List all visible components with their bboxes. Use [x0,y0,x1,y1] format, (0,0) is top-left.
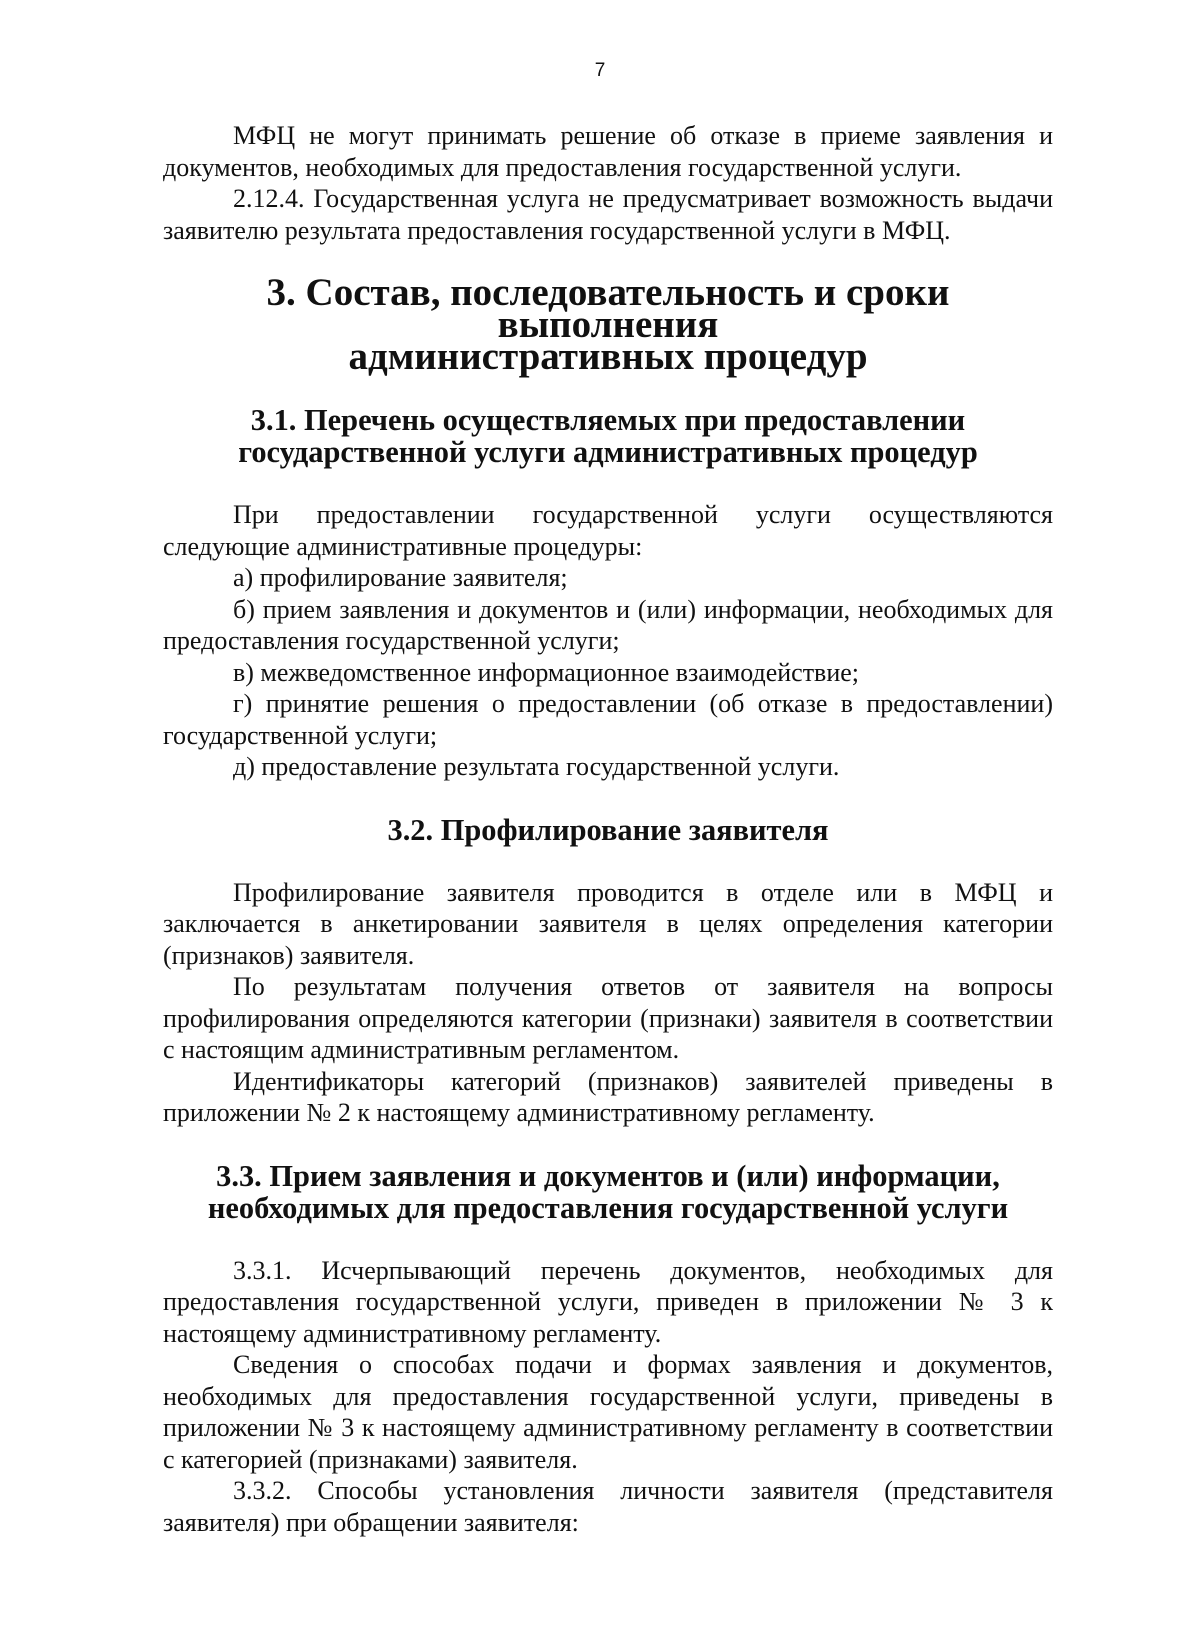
heading-section-3-2 [163,814,1053,846]
paragraph-profiling-results: По результатам получения ответов от заявителя на вопросы профилирования определяются категории (признаки) заявителя в соответствии с настоящим административным регламентом. [163,972,1053,1064]
document-body [163,120,1053,1538]
paragraph-category-identifiers: Идентификаторы категорий (признаков) заявителей приведены в приложении № 2 к настоящему административному регламенту. [163,1066,1053,1127]
page-number: 7 [594,60,606,81]
list-item-g: г) принятие решения о предоставлении (об отказе в предоставлении) государственной услуги; [163,689,1053,750]
list-item-b: б) прием заявления и документов и (или) информации, необходимых для предоставления государственной услуги; [163,594,1053,655]
heading-section-3-line-1: 3. Состав, последовательность и сроки выполнения [266,271,950,346]
paragraph-2-12-4: 2.12.4. Государственная услуга не предусматривает возможность выдачи заявителю результата предоставления государственной услуги в МФЦ. [163,184,1053,245]
heading-section-3-1 [163,404,1053,468]
paragraph-3-3-2: 3.3.2. Способы установления личности заявителя (представителя заявителя) при обращении заявителя: [163,1476,1053,1537]
list-item-a: а) профилирование заявителя; [233,563,568,592]
heading-section-3-1-line-2: государственной услуги административных процедур [238,435,978,469]
heading-section-3-3 [163,1160,1053,1224]
list-item-v: в) межведомственное информационное взаимодействие; [233,657,860,687]
heading-section-3-3-line-1: 3.3. Прием заявления и документов и (или) информации, [216,1158,1000,1193]
list-item-d: д) предоставление результата государственной услуги. [233,752,840,781]
heading-section-3-1-line-1: 3.1. Перечень осуществляемых при предоставлении [250,403,966,437]
heading-section-3 [163,271,1053,378]
paragraph-mfc-refusal: МФЦ не могут принимать решение об отказе в приеме заявления и документов, необходимых для предоставления государственной услуги. [163,121,1053,182]
heading-section-3-3-line-2: необходимых для предоставления государственной услуги [207,1190,1009,1225]
paragraph-submission-methods: Сведения о способах подачи и формах заявления и документов, необходимых для предоставления государственной услуги, приведены в приложении № 3 к настоящему административному регламенту в соответствии с категорией (признаками) заявителя. [163,1350,1053,1474]
paragraph-profiling-description: Профилирование заявителя проводится в отделе или в МФЦ и заключается в анкетировании заявителя в целях определения категории (признаков) заявителя. [163,877,1053,970]
paragraph-3-3-1: 3.3.1. Исчерпывающий перечень документов, необходимых для предоставления государственной услуги, приведен в приложении № 3 к настоящему административному регламенту. [163,1255,1053,1348]
paragraph-procedures-intro: При предоставлении государственной услуги осуществляются следующие административные процедуры: [163,500,1053,561]
heading-section-3-2-line-1: 3.2. Профилирование заявителя [387,812,829,847]
heading-section-3-line-2: административных процедур [348,335,868,378]
